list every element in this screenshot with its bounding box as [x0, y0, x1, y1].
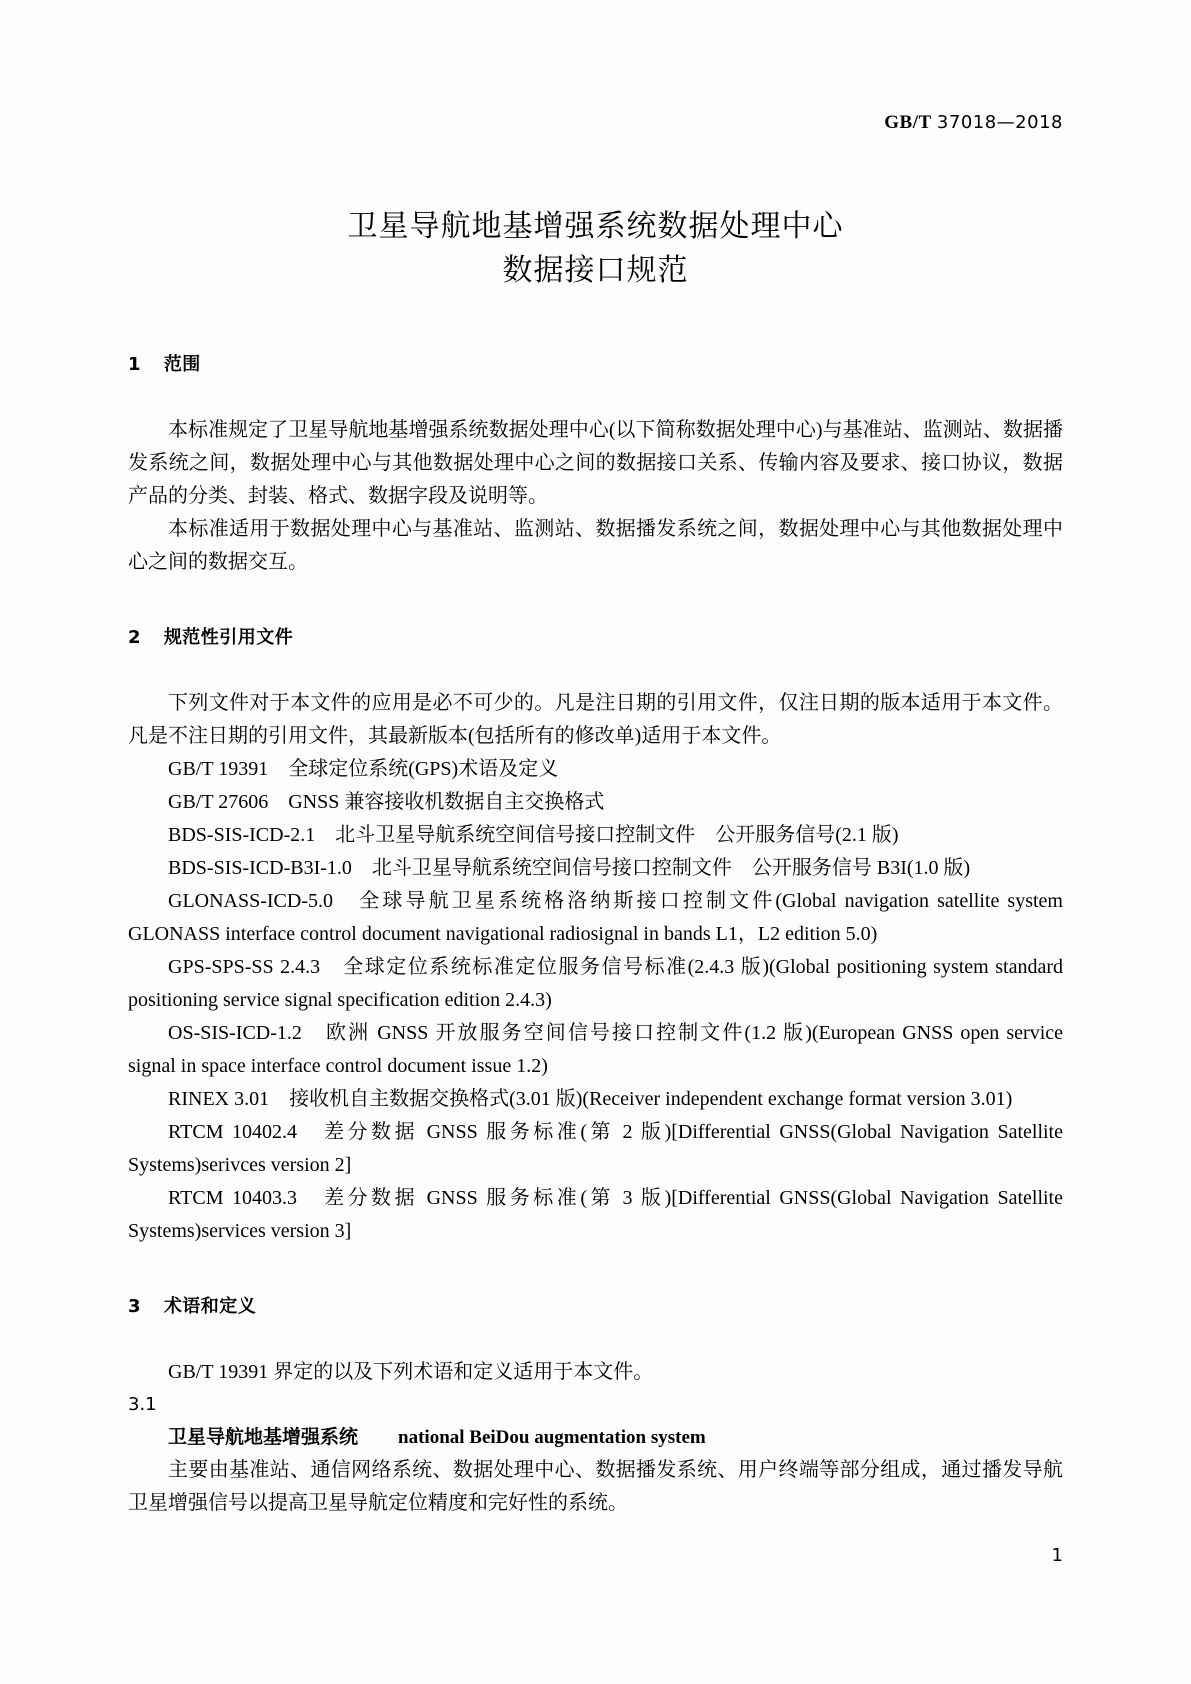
clause-number: 3.1: [128, 1394, 157, 1415]
running-header: [884, 112, 1063, 134]
reference-entry: BDS-SIS-ICD-B3I-1.0 北斗卫星导航系统空间信号接口控制文件 公开服务信号 B3I(1.0 版): [168, 857, 971, 879]
section-heading-2: [128, 623, 1063, 649]
term-definition: 主要由基准站、通信网络系统、数据处理中心、数据播发系统、用户终端等部分组成，通过播发导航卫星增强信号以提高卫星导航定位精度和完好性的系统。: [128, 1459, 1063, 1514]
reference-entry: OS-SIS-ICD-1.2 欧洲 GNSS 开放服务空间信号接口控制文件(1.2 版)(European GNSS open service signal in space interface control document issue 1.2): [128, 1022, 1063, 1077]
section-number-3: 3: [128, 1296, 142, 1317]
paragraph: 本标准规定了卫星导航地基增强系统数据处理中心(以下简称数据处理中心)与基准站、监测站、数据播发系统之间，数据处理中心与其他数据处理中心之间的数据接口关系、传输内容及要求、接口协议，数据产品的分类、封装、格式、数据字段及说明等。: [128, 419, 1063, 507]
section-title-2: 规范性引用文件: [163, 627, 294, 648]
reference-entry: RTCM 10403.3 差分数据 GNSS 服务标准(第 3 版)[Differential GNSS(Global Navigation Satellite Systems)services version 3]: [128, 1187, 1063, 1242]
standard-number: 37018—2018: [936, 112, 1063, 133]
reference-entry: BDS-SIS-ICD-2.1 北斗卫星导航系统空间信号接口控制文件 公开服务信号(2.1 版): [168, 824, 899, 846]
title-line-1: 卫星导航地基增强系统数据处理中心: [347, 209, 844, 244]
paragraph: 下列文件对于本文件的应用是必不可少的。凡是注日期的引用文件，仅注日期的版本适用于本文件。凡是不注日期的引用文件，其最新版本(包括所有的修改单)适用于本文件。: [128, 692, 1063, 747]
page-number: 1: [1051, 1545, 1063, 1566]
section-number-1: 1: [128, 354, 142, 375]
section-heading-1: [128, 350, 1063, 376]
section-heading-3: [128, 1292, 1063, 1318]
paragraph: GB/T 19391 界定的以及下列术语和定义适用于本文件。: [168, 1361, 654, 1383]
paragraph: 本标准适用于数据处理中心与基准站、监测站、数据播发系统之间，数据处理中心与其他数据处理中心之间的数据交互。: [128, 518, 1063, 573]
reference-entry: RINEX 3.01 接收机自主数据交换格式(3.01 版)(Receiver independent exchange format version 3.01): [168, 1088, 1013, 1110]
reference-entry: GB/T 19391 全球定位系统(GPS)术语及定义: [168, 758, 559, 780]
reference-entry: GB/T 27606 GNSS 兼容接收机数据自主交换格式: [168, 791, 605, 813]
document-body: [128, 350, 1063, 1520]
reference-entry: RTCM 10402.4 差分数据 GNSS 服务标准(第 2 版)[Differential GNSS(Global Navigation Satellite Systems)serivces version 2]: [128, 1121, 1063, 1176]
standard-code: GB/T: [884, 112, 932, 133]
section-number-2: 2: [128, 627, 142, 648]
term-name-zh: 卫星导航地基增强系统: [168, 1426, 359, 1448]
reference-entry: GLONASS-ICD-5.0 全球导航卫星系统格洛纳斯接口控制文件(Global navigation satellite system GLONASS interface control document navigational radiosignal in bands L1，L2 edition 5.0): [128, 890, 1063, 945]
reference-entry: GPS-SPS-SS 2.4.3 全球定位系统标准定位服务信号标准(2.4.3 版)(Global positioning system standard positioning service signal specification edition 2.4.3): [128, 956, 1063, 1011]
title-line-2: 数据接口规范: [502, 253, 689, 288]
section-title-3: 术语和定义: [163, 1296, 257, 1317]
term-name-en: national BeiDou augmentation system: [398, 1427, 706, 1448]
page-title: [128, 205, 1063, 293]
section-title-1: 范围: [163, 354, 201, 375]
term-entry: [128, 1421, 1063, 1454]
page-content: [128, 0, 1063, 1684]
